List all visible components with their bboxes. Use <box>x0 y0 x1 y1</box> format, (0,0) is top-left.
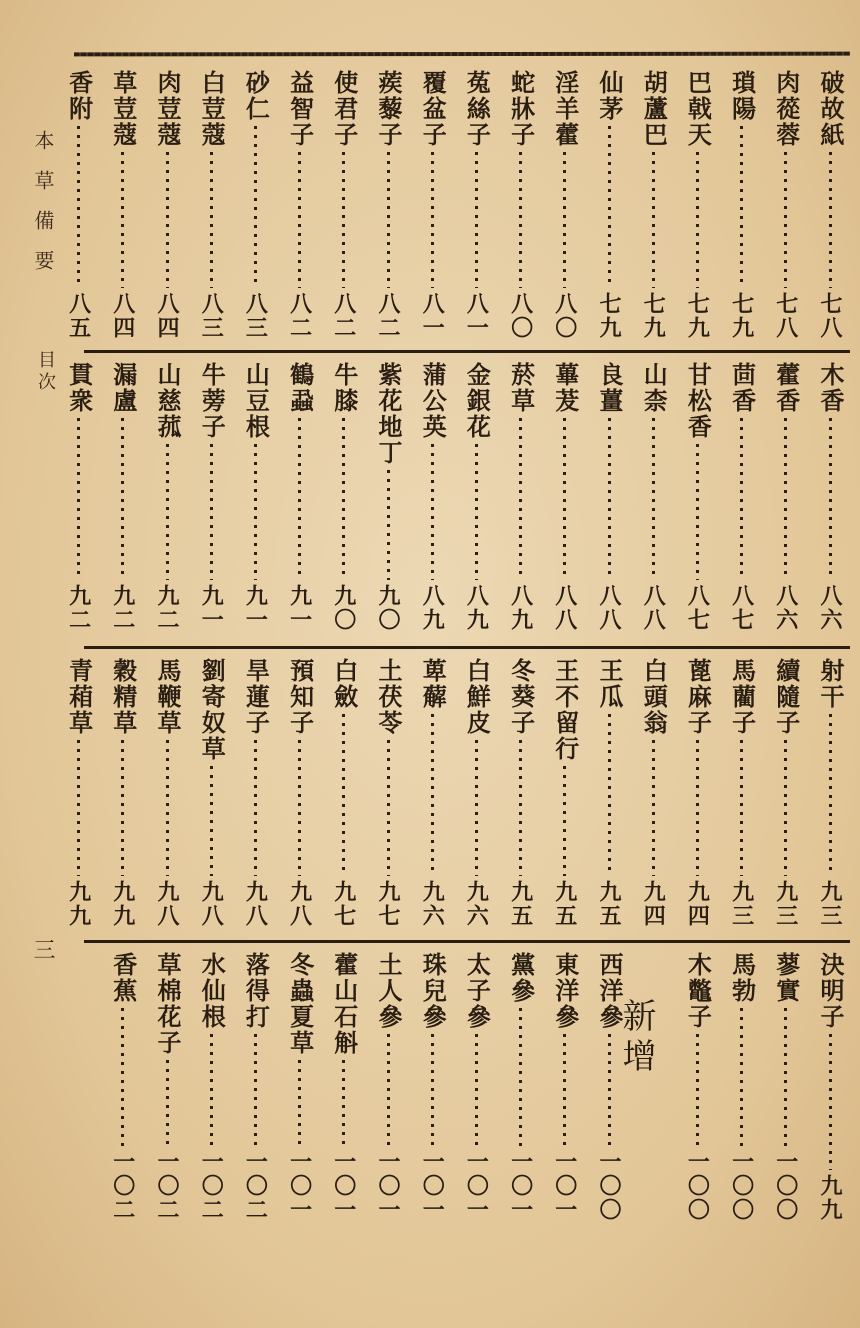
leader-dots <box>784 418 787 580</box>
toc-entry[interactable] <box>368 362 408 632</box>
entry-name: 藿山石斛 <box>329 952 359 1056</box>
leader-dots <box>166 444 169 580</box>
toc-entry[interactable] <box>280 952 320 1222</box>
leader-dots <box>77 418 80 580</box>
toc-entry[interactable] <box>147 658 187 928</box>
entry-page: 七九 <box>596 292 622 340</box>
toc-entry[interactable] <box>766 658 806 928</box>
entry-page: 九三 <box>728 880 755 928</box>
leader-dots <box>652 418 655 580</box>
entry-name: 益智子 <box>285 70 315 148</box>
entry-name: 貫衆 <box>64 362 94 414</box>
entry-name: 破故紙 <box>816 70 845 148</box>
entry-name: 東洋參 <box>550 952 580 1030</box>
toc-entry[interactable] <box>633 70 673 340</box>
leader-dots <box>431 444 434 580</box>
toc-entry[interactable] <box>59 658 99 928</box>
toc-entry[interactable] <box>722 658 762 928</box>
toc-entry[interactable] <box>280 362 320 632</box>
entry-page: 一〇一 <box>375 1150 401 1222</box>
page-number: 三 <box>30 938 55 960</box>
toc-entry[interactable] <box>103 658 143 928</box>
leader-dots <box>166 152 169 288</box>
toc-entry[interactable] <box>324 70 364 340</box>
entry-page: 八〇 <box>551 292 578 340</box>
leader-dots <box>166 1060 169 1146</box>
leader-dots <box>254 740 257 876</box>
leader-dots <box>475 152 478 288</box>
entry-page: 八八 <box>596 584 622 632</box>
toc-entry[interactable] <box>501 362 541 632</box>
leader-dots <box>387 740 390 876</box>
entry-page: 一〇一 <box>330 1150 357 1222</box>
entry-page: 一〇〇 <box>728 1150 755 1222</box>
entry-name: 西洋參 <box>595 952 624 1030</box>
entry-page: 九三 <box>772 880 799 928</box>
toc-entry[interactable] <box>589 658 629 928</box>
entry-page: 一〇一 <box>286 1150 313 1222</box>
entry-name: 落得打 <box>241 952 271 1030</box>
entry-name: 山柰 <box>639 362 669 414</box>
entry-page: 一〇〇 <box>684 1150 711 1222</box>
entry-page: 九一 <box>286 584 313 632</box>
leader-dots <box>431 1034 434 1146</box>
entry-page: 八五 <box>65 292 92 340</box>
entry-name: 冬葵子 <box>506 658 536 736</box>
leader-dots <box>210 766 213 876</box>
entry-page: 七九 <box>640 292 667 340</box>
entry-page: 九四 <box>640 880 667 928</box>
toc-entry[interactable] <box>456 362 496 632</box>
entry-name: 蓽茇 <box>550 362 580 414</box>
toc-section-4 <box>74 952 850 1222</box>
toc-section-2 <box>64 362 850 632</box>
entry-page: 八三 <box>198 292 225 340</box>
entry-name: 蒺藜子 <box>374 70 403 148</box>
entry-page: 九七 <box>375 880 401 928</box>
entry-page: 九二 <box>109 584 136 632</box>
entry-name: 木鼈子 <box>683 952 713 1030</box>
leader-dots <box>210 444 213 580</box>
entry-page: 八六 <box>772 584 799 632</box>
leader-dots <box>829 418 832 580</box>
entry-page: 九三 <box>817 880 843 928</box>
toc-entry[interactable] <box>677 658 717 928</box>
toc-entry[interactable] <box>766 362 806 632</box>
entry-name: 黨參 <box>506 952 536 1004</box>
entry-name: 白荳蔻 <box>197 70 227 148</box>
leader-dots <box>563 1034 566 1146</box>
entry-page: 八七 <box>684 584 711 632</box>
leader-dots <box>342 418 345 580</box>
leader-dots <box>608 714 611 876</box>
leader-dots <box>784 740 787 876</box>
entry-name: 胡蘆巴 <box>639 70 669 148</box>
toc-entry[interactable] <box>147 362 187 632</box>
leader-dots <box>696 1034 699 1146</box>
entry-name: 鶴蝨 <box>285 362 315 414</box>
entry-page: 九一 <box>198 584 225 632</box>
toc-entry[interactable] <box>501 952 541 1222</box>
entry-page: 七九 <box>728 292 755 340</box>
leader-dots <box>121 1008 124 1146</box>
book-title: 本草備要 <box>31 130 55 290</box>
leader-dots <box>829 1034 832 1170</box>
toc-entry[interactable] <box>368 658 408 928</box>
toc-entry[interactable] <box>633 362 673 632</box>
entry-name: 金銀花 <box>462 362 492 440</box>
entry-page: 八九 <box>463 584 490 632</box>
toc-entry[interactable] <box>412 658 452 928</box>
leader-dots <box>210 1034 213 1146</box>
toc-entry[interactable] <box>810 658 850 928</box>
toc-entry[interactable] <box>412 952 452 1222</box>
entry-page: 九八 <box>242 880 269 928</box>
toc-section-3 <box>64 658 850 928</box>
leader-dots <box>121 152 124 288</box>
toc-entry[interactable] <box>766 70 806 340</box>
entry-page: 九八 <box>154 880 180 928</box>
toc-entry[interactable] <box>280 70 320 340</box>
entry-name: 珠兒參 <box>418 952 448 1030</box>
toc-entry[interactable] <box>412 362 452 632</box>
entry-page: 八二 <box>286 292 313 340</box>
toc-entry[interactable] <box>59 70 99 340</box>
leader-dots <box>519 1008 522 1146</box>
entry-name: 瑣陽 <box>727 70 757 122</box>
entry-name: 蒲公英 <box>418 362 448 440</box>
section-divider <box>84 646 850 649</box>
leader-dots <box>563 152 566 288</box>
entry-page: 九二 <box>154 584 180 632</box>
entry-page: 八二 <box>330 292 357 340</box>
toc-entry[interactable] <box>456 952 496 1222</box>
leader-dots <box>298 740 301 876</box>
entry-name: 馬藺子 <box>727 658 757 736</box>
toc-entry[interactable] <box>235 70 275 340</box>
leader-dots <box>475 1034 478 1146</box>
entry-name: 山慈菰 <box>153 362 182 440</box>
entry-name: 菟絲子 <box>462 70 492 148</box>
toc-entry[interactable] <box>456 658 496 928</box>
entry-page: 八二 <box>375 292 401 340</box>
entry-name: 土人參 <box>374 952 403 1030</box>
leader-dots <box>387 152 390 288</box>
leader-dots <box>121 740 124 876</box>
toc-entry[interactable] <box>501 70 541 340</box>
leader-dots <box>342 714 345 876</box>
entry-name: 肉荳蔻 <box>153 70 182 148</box>
entry-name: 蓖麻子 <box>683 658 713 736</box>
entry-name: 水仙根 <box>197 952 227 1030</box>
entry-name: 甘松香 <box>683 362 713 440</box>
entry-name: 草荳蔻 <box>108 70 138 148</box>
section-divider <box>84 350 850 353</box>
entry-page: 八一 <box>419 292 446 340</box>
entry-page: 九五 <box>507 880 534 928</box>
leader-dots <box>254 444 257 580</box>
toc-entry[interactable] <box>368 952 408 1222</box>
entry-page: 一〇一 <box>507 1150 534 1222</box>
entry-page: 八〇 <box>507 292 534 340</box>
toc-entry[interactable] <box>677 362 717 632</box>
entry-name: 蓼實 <box>771 952 801 1004</box>
entry-page: 九五 <box>551 880 578 928</box>
entry-name: 蛇牀子 <box>506 70 536 148</box>
entry-page: 八四 <box>154 292 180 340</box>
entry-page: 八三 <box>242 292 269 340</box>
leader-dots <box>210 152 213 288</box>
toc-entry[interactable] <box>810 952 850 1222</box>
entry-page: 一〇二 <box>109 1150 136 1222</box>
leader-dots <box>342 1060 345 1146</box>
toc-entry[interactable] <box>589 362 629 632</box>
entry-name: 牛蒡子 <box>197 362 227 440</box>
leader-dots <box>431 714 434 876</box>
entry-name: 覆盆子 <box>418 70 448 148</box>
entry-name: 穀精草 <box>108 658 138 736</box>
top-border-rule <box>74 50 850 58</box>
entry-page: 八一 <box>463 292 490 340</box>
entry-name: 青葙草 <box>64 658 94 736</box>
entry-name: 藿香 <box>771 362 801 414</box>
leader-dots <box>740 740 743 876</box>
entry-page: 八四 <box>109 292 136 340</box>
toc-entry[interactable] <box>456 70 496 340</box>
entry-page: 八七 <box>728 584 755 632</box>
leader-dots <box>298 152 301 288</box>
entry-page: 一〇〇 <box>596 1150 622 1222</box>
leader-dots <box>608 418 611 580</box>
toc-entry[interactable] <box>722 70 762 340</box>
entry-name: 草棉花子 <box>153 952 182 1056</box>
toc-entry[interactable] <box>103 952 143 1222</box>
entry-name: 預知子 <box>285 658 315 736</box>
new-additions-heading: 新增 <box>616 998 656 1078</box>
entry-name: 決明子 <box>816 952 845 1030</box>
leader-dots <box>166 740 169 876</box>
leader-dots <box>387 1034 390 1146</box>
leader-dots <box>608 126 611 288</box>
entry-name: 冬蟲夏草 <box>285 952 315 1056</box>
leader-dots <box>696 740 699 876</box>
entry-page: 九八 <box>198 880 225 928</box>
entry-name: 山豆根 <box>241 362 271 440</box>
entry-name: 紫花地丁 <box>374 362 403 466</box>
leader-dots <box>519 740 522 876</box>
toc-entry[interactable] <box>722 362 762 632</box>
entry-page: 八六 <box>817 584 843 632</box>
leader-dots <box>784 1008 787 1146</box>
entry-page: 九六 <box>463 880 490 928</box>
leader-dots <box>740 126 743 288</box>
entry-name: 馬鞭草 <box>153 658 182 736</box>
entry-name: 續隨子 <box>771 658 801 736</box>
toc-entry[interactable] <box>766 952 806 1222</box>
leader-dots <box>652 152 655 288</box>
leader-dots <box>829 714 832 876</box>
entry-page: 一〇二 <box>242 1150 269 1222</box>
entry-name: 牛膝 <box>329 362 359 414</box>
entry-name: 白鮮皮 <box>462 658 492 736</box>
leader-dots <box>431 152 434 288</box>
leader-dots <box>254 126 257 288</box>
entry-page: 九九 <box>65 880 92 928</box>
entry-name: 菸草 <box>506 362 536 414</box>
entry-name: 使君子 <box>329 70 359 148</box>
entry-page: 八九 <box>507 584 534 632</box>
leader-dots <box>740 418 743 580</box>
entry-page: 一〇一 <box>419 1150 446 1222</box>
toc-entry[interactable] <box>103 70 143 340</box>
toc-entry[interactable] <box>147 952 187 1222</box>
entry-page: 九四 <box>684 880 711 928</box>
leader-dots <box>77 126 80 288</box>
leader-dots <box>121 418 124 580</box>
leader-dots <box>829 152 832 288</box>
entry-page: 八八 <box>551 584 578 632</box>
section-label: 目次 <box>35 350 56 394</box>
entry-name: 香附 <box>64 70 94 122</box>
leader-dots <box>652 740 655 876</box>
entry-page: 七九 <box>684 292 711 340</box>
leader-dots <box>519 418 522 580</box>
entry-name: 木香 <box>816 362 845 414</box>
entry-name: 劉寄奴草 <box>197 658 227 762</box>
toc-entry[interactable] <box>722 952 762 1222</box>
entry-name: 土茯苓 <box>374 658 403 736</box>
toc-entry[interactable] <box>103 362 143 632</box>
entry-page: 一〇一 <box>463 1150 490 1222</box>
toc-entry[interactable] <box>191 70 231 340</box>
entry-page: 七八 <box>817 292 843 340</box>
toc-entry[interactable] <box>191 658 231 928</box>
entry-name: 白斂 <box>329 658 359 710</box>
entry-page: 九九 <box>817 1174 843 1222</box>
toc-entry[interactable] <box>545 70 585 340</box>
entry-name: 太子參 <box>462 952 492 1030</box>
entry-name: 肉蓯蓉 <box>771 70 801 148</box>
entry-name: 馬勃 <box>727 952 757 1004</box>
entry-page: 一〇二 <box>154 1150 180 1222</box>
toc-entry[interactable] <box>810 70 850 340</box>
entry-name: 巴戟天 <box>683 70 713 148</box>
entry-page: 一〇二 <box>198 1150 225 1222</box>
toc-entry[interactable] <box>235 952 275 1222</box>
entry-page: 一〇一 <box>551 1150 578 1222</box>
leader-dots <box>475 740 478 876</box>
toc-entry[interactable] <box>191 952 231 1222</box>
toc-entry[interactable] <box>545 362 585 632</box>
entry-name: 白頭翁 <box>639 658 669 736</box>
entry-page: 九九 <box>109 880 136 928</box>
toc-entry[interactable] <box>589 70 629 340</box>
leader-dots <box>696 152 699 288</box>
toc-entry[interactable] <box>324 658 364 928</box>
toc-entry[interactable] <box>633 658 673 928</box>
leader-dots <box>740 1008 743 1146</box>
entry-page: 一〇〇 <box>772 1150 799 1222</box>
entry-page: 八八 <box>640 584 667 632</box>
leader-dots <box>77 740 80 876</box>
toc-entry[interactable] <box>677 70 717 340</box>
leader-dots <box>519 152 522 288</box>
toc-entry[interactable] <box>59 362 99 632</box>
entry-page: 九〇 <box>375 584 401 632</box>
entry-name: 砂仁 <box>241 70 271 122</box>
toc-entry[interactable] <box>147 70 187 340</box>
leader-dots <box>784 152 787 288</box>
toc-entry[interactable] <box>677 952 717 1222</box>
entry-name: 王不留行 <box>550 658 580 762</box>
entry-name: 射干 <box>816 658 845 710</box>
entry-name: 香蕉 <box>108 952 138 1004</box>
entry-name: 仙茅 <box>595 70 624 122</box>
entry-page: 九二 <box>65 584 92 632</box>
entry-page: 九〇 <box>330 584 357 632</box>
toc-entry[interactable] <box>324 362 364 632</box>
toc-entry[interactable] <box>589 952 629 1222</box>
entry-page: 九八 <box>286 880 313 928</box>
toc-entry[interactable] <box>235 362 275 632</box>
toc-entry[interactable] <box>235 658 275 928</box>
toc-entry[interactable] <box>324 952 364 1222</box>
entry-name: 萆薢 <box>418 658 448 710</box>
leader-dots <box>563 766 566 876</box>
leader-dots <box>342 152 345 288</box>
toc-entry[interactable] <box>545 952 585 1222</box>
entry-name: 茴香 <box>727 362 757 414</box>
entry-page: 九一 <box>242 584 269 632</box>
leader-dots <box>298 1060 301 1146</box>
leader-dots <box>254 1034 257 1146</box>
toc-entry[interactable] <box>191 362 231 632</box>
entry-page: 九五 <box>596 880 622 928</box>
toc-entry[interactable] <box>368 70 408 340</box>
entry-name: 淫羊藿 <box>550 70 580 148</box>
leader-dots <box>563 418 566 580</box>
leader-dots <box>298 418 301 580</box>
entry-name: 旱蓮子 <box>241 658 271 736</box>
section-divider <box>84 940 850 943</box>
entry-page: 七八 <box>772 292 799 340</box>
toc-entry[interactable] <box>280 658 320 928</box>
leader-dots <box>696 444 699 580</box>
entry-name: 王瓜 <box>595 658 624 710</box>
entry-page: 九六 <box>419 880 446 928</box>
entry-page: 八九 <box>419 584 446 632</box>
toc-entry[interactable] <box>501 658 541 928</box>
toc-entry[interactable] <box>810 362 850 632</box>
toc-section-1 <box>64 70 850 340</box>
leader-dots <box>475 444 478 580</box>
toc-entry[interactable] <box>412 70 452 340</box>
leader-dots <box>387 470 390 580</box>
entry-name: 漏盧 <box>108 362 138 414</box>
toc-entry[interactable] <box>545 658 585 928</box>
entry-name: 良薑 <box>595 362 624 414</box>
entry-page: 九七 <box>330 880 357 928</box>
